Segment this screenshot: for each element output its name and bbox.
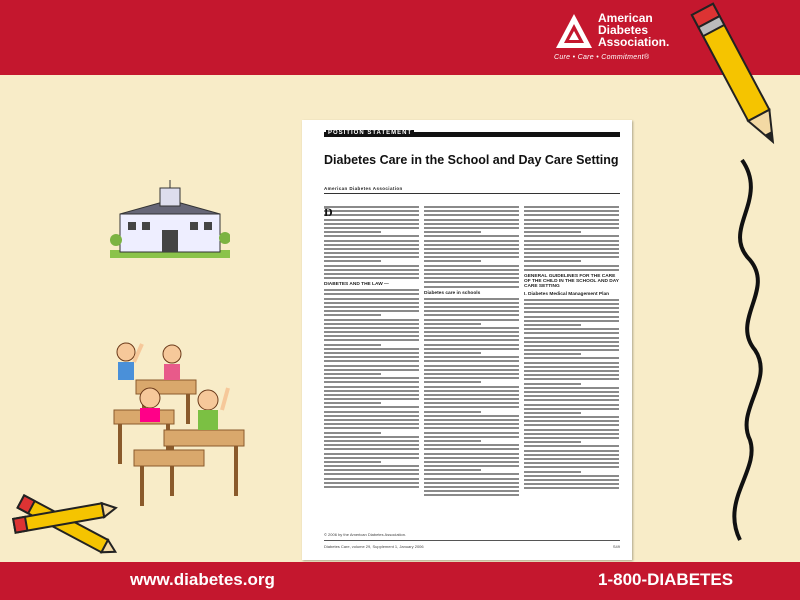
- text-line: [524, 487, 619, 489]
- column-2-text: [424, 206, 519, 288]
- text-line: [424, 352, 481, 354]
- text-line: [324, 244, 419, 246]
- text-line: [524, 416, 619, 418]
- text-line: [524, 337, 619, 339]
- text-line: [524, 345, 619, 347]
- heading-law: DIABETES AND THE LAW —: [324, 282, 389, 288]
- page-number: S49: [612, 544, 620, 549]
- text-line: [324, 293, 419, 295]
- text-line: [424, 411, 481, 413]
- text-line: [524, 256, 619, 258]
- text-line: [424, 298, 519, 300]
- text-line: [524, 408, 619, 410]
- text-line: [324, 406, 419, 408]
- text-line: [424, 482, 519, 484]
- text-line: [324, 482, 419, 484]
- text-line: [424, 386, 519, 388]
- text-line: [424, 206, 519, 208]
- text-line: [524, 370, 619, 372]
- text-line: [424, 381, 481, 383]
- text-line: [524, 391, 619, 393]
- text-line: [524, 454, 619, 456]
- text-line: [424, 494, 519, 496]
- text-line: [324, 444, 419, 446]
- drop-cap: D: [324, 205, 333, 219]
- text-line: [424, 436, 519, 438]
- text-line: [424, 348, 519, 350]
- text-line: [324, 335, 419, 337]
- text-line: [524, 479, 619, 481]
- text-line: [424, 369, 519, 371]
- text-line: [424, 365, 519, 367]
- text-line: [424, 331, 519, 333]
- text-line: [324, 369, 419, 371]
- column-2: [424, 206, 519, 499]
- text-line: [524, 320, 619, 322]
- text-line: [324, 356, 419, 358]
- heading-plan: I. Diabetes Medical Management Plan: [524, 291, 610, 297]
- text-line: [424, 415, 519, 417]
- text-line: [324, 344, 381, 346]
- text-line: [524, 433, 619, 435]
- text-line: [524, 462, 619, 464]
- position-statement-document[interactable]: [302, 120, 632, 560]
- text-line: [524, 311, 619, 313]
- text-line: [324, 269, 419, 271]
- text-line: [424, 373, 519, 375]
- text-line: [324, 352, 419, 354]
- text-line: [524, 437, 619, 439]
- text-line: [424, 244, 519, 246]
- text-line: [424, 486, 519, 488]
- text-line: [424, 398, 519, 400]
- text-line: [424, 260, 481, 262]
- text-line: [524, 366, 619, 368]
- column-1: [324, 206, 419, 490]
- logo-line-3: Association.: [598, 35, 670, 49]
- text-line: [524, 395, 619, 397]
- text-line: [424, 323, 481, 325]
- text-line: [524, 316, 619, 318]
- text-line: [524, 223, 619, 225]
- text-line: [524, 349, 619, 351]
- text-line: [424, 256, 519, 258]
- text-line: [324, 265, 419, 267]
- text-line: [524, 248, 619, 250]
- text-line: [324, 448, 419, 450]
- text-line: [524, 303, 619, 305]
- text-line: [324, 289, 419, 291]
- section-label-bar: [324, 132, 620, 137]
- text-line: [424, 231, 481, 233]
- text-line: [424, 273, 519, 275]
- text-line: [424, 252, 519, 254]
- school-building-clipart: [110, 180, 230, 270]
- text-line: [324, 256, 419, 258]
- logo-line-2: Diabetes: [598, 23, 649, 37]
- text-line: [324, 411, 419, 413]
- column-1-text-b: [324, 289, 419, 488]
- text-line: [324, 457, 419, 459]
- text-line: [324, 348, 419, 350]
- heading-guidelines: GENERAL GUIDELINES FOR THE CARE OF THE CHILD IN THE SCHOOL AND DAY CARE SETTING: [524, 273, 619, 289]
- ada-logo[interactable]: [548, 0, 690, 75]
- document-footer: [324, 544, 620, 549]
- text-line: [324, 419, 419, 421]
- text-line: [424, 461, 519, 463]
- text-line: [324, 465, 419, 467]
- citation: Diabetes Care, volume 29, Supplement 1, January 2006: [324, 544, 424, 549]
- text-line: [324, 310, 419, 312]
- text-line: [524, 324, 581, 326]
- text-line: [324, 273, 419, 275]
- text-line: [324, 427, 419, 429]
- text-line: [524, 328, 619, 330]
- text-line: [524, 362, 619, 364]
- text-line: [524, 214, 619, 216]
- text-line: [524, 387, 619, 389]
- text-line: [324, 365, 419, 367]
- text-line: [424, 423, 519, 425]
- text-line: [424, 235, 519, 237]
- text-line: [424, 490, 519, 492]
- text-line: [424, 444, 519, 446]
- text-line: [524, 424, 619, 426]
- text-line: [424, 432, 519, 434]
- text-line: [324, 227, 419, 229]
- text-line: [424, 339, 519, 341]
- text-line: [424, 223, 519, 225]
- text-line: [424, 265, 519, 267]
- column-3-text-b: [524, 299, 619, 489]
- text-line: [424, 310, 519, 312]
- text-line: [324, 339, 419, 341]
- title-rule: [324, 193, 620, 194]
- text-line: [524, 471, 581, 473]
- section-label: POSITION STATEMENT: [328, 130, 413, 136]
- text-line: [424, 344, 519, 346]
- text-line: [424, 453, 519, 455]
- text-line: [524, 475, 619, 477]
- text-line: [324, 206, 419, 208]
- crossed-pencils-clipart: [10, 480, 120, 570]
- text-line: [424, 390, 519, 392]
- logo-tagline: Cure • Care • Commitment®: [554, 54, 650, 61]
- text-line: [324, 252, 419, 254]
- text-line: [324, 302, 419, 304]
- children-at-desks-clipart: [104, 340, 254, 510]
- text-line: [424, 473, 519, 475]
- text-line: [524, 269, 619, 271]
- text-line: [424, 314, 519, 316]
- text-line: [424, 227, 519, 229]
- text-line: [424, 281, 519, 283]
- website-link[interactable]: www.diabetes.org: [130, 570, 275, 589]
- text-line: [324, 461, 381, 463]
- text-line: [524, 231, 581, 233]
- text-line: [524, 420, 619, 422]
- text-line: [424, 394, 519, 396]
- text-line: [324, 235, 419, 237]
- text-line: [524, 404, 619, 406]
- text-line: [424, 427, 519, 429]
- footer-rule: [324, 540, 620, 541]
- document-author: American Diabetes Association: [324, 186, 403, 191]
- text-line: [424, 327, 519, 329]
- text-line: [324, 319, 419, 321]
- text-line: [424, 248, 519, 250]
- text-line: [324, 415, 419, 417]
- text-line: [524, 210, 619, 212]
- text-line: [424, 457, 519, 459]
- text-line: [324, 373, 381, 375]
- text-line: [524, 332, 619, 334]
- text-line: [524, 374, 619, 376]
- text-line: [524, 357, 619, 359]
- text-line: [524, 429, 619, 431]
- text-line: [424, 210, 519, 212]
- triangle-logo-icon: [554, 12, 594, 52]
- text-line: [324, 402, 381, 404]
- pencil-clipart: [680, 0, 800, 560]
- text-line: [424, 448, 519, 450]
- text-line: [324, 248, 419, 250]
- text-line: [324, 298, 419, 300]
- text-line: [324, 390, 419, 392]
- text-line: [324, 240, 419, 242]
- text-line: [324, 210, 419, 212]
- text-line: [524, 299, 619, 301]
- text-line: [324, 486, 419, 488]
- text-line: [524, 466, 619, 468]
- text-line: [424, 465, 519, 467]
- text-line: [424, 478, 519, 480]
- column-3-text: [524, 206, 619, 271]
- column-2-text-b: [424, 298, 519, 497]
- text-line: [324, 306, 419, 308]
- text-line: [424, 240, 519, 242]
- text-line: [524, 244, 619, 246]
- text-line: [324, 381, 419, 383]
- text-line: [324, 214, 419, 216]
- text-line: [424, 419, 519, 421]
- text-line: [424, 214, 519, 216]
- text-line: [424, 219, 519, 221]
- text-line: [524, 441, 581, 443]
- text-line: [324, 453, 419, 455]
- text-line: [324, 394, 419, 396]
- text-line: [424, 286, 519, 288]
- text-line: [524, 252, 619, 254]
- text-line: [524, 450, 619, 452]
- text-line: [324, 323, 419, 325]
- text-line: [324, 231, 381, 233]
- text-line: [524, 260, 581, 262]
- text-line: [424, 377, 519, 379]
- text-line: [324, 360, 419, 362]
- text-line: [424, 402, 519, 404]
- text-line: [524, 265, 619, 267]
- text-line: [524, 483, 619, 485]
- text-line: [524, 383, 581, 385]
- logo-line-1: American: [598, 11, 653, 25]
- column-3: [524, 206, 619, 491]
- text-line: [524, 307, 619, 309]
- text-line: [324, 478, 419, 480]
- text-line: [324, 219, 419, 221]
- text-line: [324, 469, 419, 471]
- text-line: [324, 377, 419, 379]
- column-1-text: [324, 206, 419, 279]
- text-line: [324, 398, 419, 400]
- text-line: [424, 269, 519, 271]
- text-line: [524, 206, 619, 208]
- text-line: [424, 406, 519, 408]
- text-line: [324, 436, 419, 438]
- text-line: [324, 314, 381, 316]
- text-line: [524, 235, 619, 237]
- text-line: [424, 306, 519, 308]
- logo-wordmark: [598, 12, 693, 48]
- heading-school-care: Diabetes care in schools: [424, 290, 481, 296]
- text-line: [324, 277, 419, 279]
- text-line: [324, 331, 419, 333]
- text-line: [324, 386, 419, 388]
- text-line: [324, 223, 419, 225]
- document-title: Diabetes Care in the School and Day Care Setting: [324, 153, 619, 167]
- text-line: [524, 219, 619, 221]
- text-line: [424, 356, 519, 358]
- text-line: [324, 432, 381, 434]
- text-line: [324, 440, 419, 442]
- text-line: [324, 327, 419, 329]
- text-line: [524, 240, 619, 242]
- text-line: [424, 302, 519, 304]
- text-line: [524, 378, 619, 380]
- text-line: [524, 227, 619, 229]
- phone-number[interactable]: 1-800-DIABETES: [598, 570, 734, 589]
- text-line: [424, 440, 481, 442]
- text-line: [324, 260, 381, 262]
- text-line: [524, 412, 581, 414]
- text-line: [524, 353, 581, 355]
- text-line: [324, 423, 419, 425]
- text-line: [424, 469, 481, 471]
- text-line: [524, 399, 619, 401]
- text-line: [424, 319, 519, 321]
- text-line: [424, 277, 519, 279]
- text-line: [424, 335, 519, 337]
- text-line: [524, 458, 619, 460]
- text-line: [524, 445, 619, 447]
- copyright: © 2006 by the American Diabetes Association.: [324, 532, 407, 537]
- text-line: [324, 473, 419, 475]
- text-line: [424, 360, 519, 362]
- text-line: [524, 341, 619, 343]
